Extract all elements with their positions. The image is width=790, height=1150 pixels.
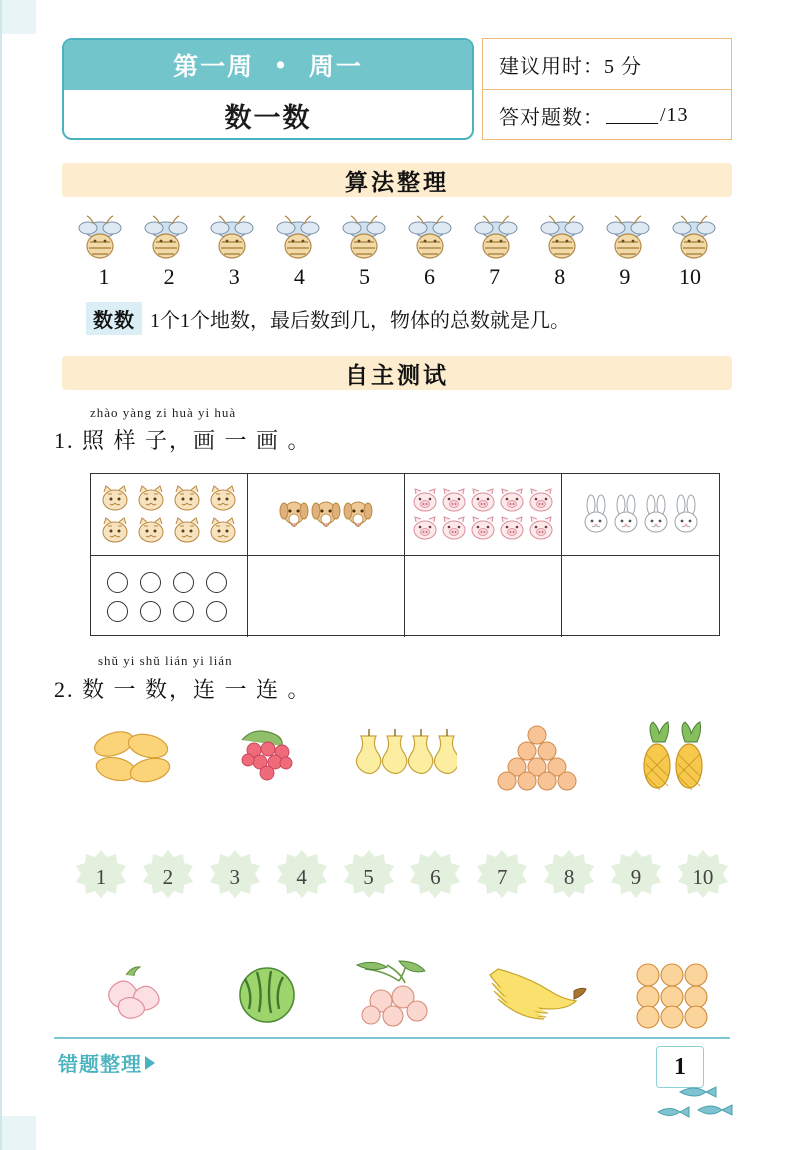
section-bar-method: 算法整理 (62, 163, 732, 197)
pig-icon (499, 488, 526, 514)
dog-icon (311, 497, 341, 533)
bee-icon (206, 214, 258, 264)
separator-dot: • (276, 50, 287, 79)
circle-icon (206, 601, 227, 622)
question-1-pinyin: zhào yàng zi huà yi huà (90, 405, 237, 420)
star-label: 3 (229, 864, 240, 889)
star-label: 8 (563, 864, 575, 889)
fruit-group-pineapple[interactable] (612, 718, 732, 796)
star-number-9[interactable] (607, 848, 665, 906)
pineapple-icon (627, 720, 717, 794)
fruit-group-pear[interactable] (342, 718, 462, 796)
bee-row (74, 208, 720, 264)
header-info-box (482, 38, 732, 140)
fruits-top-row (72, 718, 732, 796)
star-number-1[interactable] (72, 848, 130, 906)
tip-line (86, 303, 716, 333)
rabbit-icon (642, 494, 670, 536)
tiger-icon (170, 516, 204, 546)
star-number-2[interactable] (139, 848, 197, 906)
question-2-body: 数 一 数，连 一 连 。 (82, 677, 312, 702)
dog-icon (279, 497, 309, 533)
left-edge (2, 0, 8, 1150)
rabbit-icon (672, 494, 700, 536)
count-number: 8 (554, 264, 566, 289)
draw-table (90, 473, 720, 636)
pig-icon (499, 516, 526, 542)
fruit-group-mango[interactable] (72, 718, 192, 796)
star-label: 6 (430, 864, 441, 889)
answer-cell-pigs[interactable] (405, 556, 562, 637)
score-label: 答对题数： (499, 106, 604, 129)
question-2-pinyin: shǔ yi shǔ lián yi lián (98, 653, 233, 668)
rabbit-icon (582, 494, 610, 536)
table-cell-pigs (405, 474, 562, 556)
circle-icon (206, 572, 227, 593)
dog-icon (343, 497, 373, 533)
suggested-time: 建议用时：5 分 (483, 39, 731, 90)
circle-icon (173, 572, 194, 593)
pig-icon (528, 488, 555, 514)
week-day-band (64, 40, 472, 90)
pig-icon (441, 488, 468, 514)
pig-icon (441, 516, 468, 542)
count-number: 3 (228, 264, 240, 289)
raspberry-icon (222, 722, 312, 792)
count-number: 10 (678, 264, 701, 289)
footer-divider (54, 1037, 730, 1039)
pig-icon (470, 516, 497, 542)
star-number-5[interactable] (340, 848, 398, 906)
star-number-7[interactable] (473, 848, 531, 906)
star-label: 7 (497, 864, 508, 889)
bee-icon (272, 214, 324, 264)
tiger-group (91, 474, 247, 555)
score-row (483, 90, 731, 140)
day-label: 周一 (308, 53, 363, 81)
table-cell-dogs (248, 474, 405, 556)
bee-icon (140, 214, 192, 264)
tiger-icon (134, 484, 168, 514)
fruit-group-watermelon[interactable] (207, 955, 327, 1033)
star-number-row (72, 846, 732, 908)
bee-icon (668, 214, 720, 264)
table-cell-rabbits (562, 474, 719, 556)
star-number-6[interactable] (406, 848, 464, 906)
count-number: 7 (489, 264, 501, 289)
count-number: 4 (293, 264, 305, 289)
count-number: 6 (424, 264, 436, 289)
section-bar-test: 自主测试 (62, 356, 732, 390)
fruit-group-cherry[interactable] (342, 955, 462, 1033)
corner-decoration-top-left (2, 0, 36, 34)
fruit-group-orange[interactable] (612, 955, 732, 1033)
tiger-icon (170, 484, 204, 514)
circle-group (91, 556, 247, 637)
tiger-icon (98, 516, 132, 546)
circle-icon (140, 601, 161, 622)
counting-numbers-row (74, 262, 720, 292)
page-number-box: 1 (656, 1046, 704, 1088)
pig-icon (412, 516, 439, 542)
answer-cell-dogs[interactable] (248, 556, 405, 637)
fruit-group-banana[interactable] (477, 955, 597, 1033)
star-label: 1 (95, 864, 107, 889)
bee-icon (536, 214, 588, 264)
tiger-icon (206, 516, 240, 546)
watermelon-icon (227, 959, 307, 1029)
table-cell-tigers (91, 474, 248, 556)
question-1-number: 1. (54, 428, 75, 453)
rabbit-group (562, 474, 719, 555)
tiger-icon (98, 484, 132, 514)
tiger-icon (206, 484, 240, 514)
score-blank[interactable] (606, 107, 658, 124)
rabbit-icon (612, 494, 640, 536)
circle-icon (107, 572, 128, 593)
bee-icon (404, 214, 456, 264)
pig-icon (412, 488, 439, 514)
pear-icon (347, 722, 457, 792)
header (62, 38, 732, 140)
star-number-10[interactable] (674, 848, 732, 906)
star-label: 4 (296, 864, 307, 889)
bee-icon (74, 214, 126, 264)
tip-text: 1个1个地数，最后数到几，物体的总数就是几。 (150, 309, 570, 332)
bee-icon (602, 214, 654, 264)
score-total: /13 (660, 103, 689, 126)
count-number: 2 (163, 264, 175, 289)
fruit-group-peach[interactable] (72, 955, 192, 1033)
star-label: 9 (630, 864, 642, 889)
star-number-4[interactable] (273, 848, 331, 906)
star-label: 2 (162, 864, 174, 889)
circle-icon (107, 601, 128, 622)
pig-icon (470, 488, 497, 514)
corner-decoration-bottom-left (2, 1116, 36, 1150)
bee-icon (470, 214, 522, 264)
peach-pile-icon (487, 721, 587, 793)
peach-icon (82, 961, 182, 1027)
question-1-text (54, 424, 312, 455)
star-label: 10 (692, 864, 714, 889)
count-number: 9 (619, 264, 631, 289)
pig-icon (528, 516, 555, 542)
table-cell-circles (91, 556, 248, 637)
answer-cell-rabbits[interactable] (562, 556, 719, 637)
question-1-body: 照 样 子，画 一 画 。 (82, 428, 312, 453)
week-label: 第一周 (173, 53, 255, 81)
star-number-8[interactable] (540, 848, 598, 906)
orange-icon (622, 959, 722, 1029)
fish-icon (650, 1082, 740, 1124)
tiger-icon (134, 516, 168, 546)
footer-label-text: 错题整理 (58, 1054, 142, 1076)
count-number: 1 (98, 264, 110, 289)
bee-icon (338, 214, 390, 264)
circle-icon (173, 601, 194, 622)
pig-group (405, 474, 561, 555)
count-number: 5 (358, 264, 370, 289)
star-label: 5 (363, 864, 374, 889)
tip-tag: 数数 (86, 302, 142, 335)
dog-group (248, 474, 404, 555)
star-number-3[interactable] (206, 848, 264, 906)
fruit-group-peach-pile[interactable] (477, 718, 597, 796)
fruits-bottom-row (72, 955, 732, 1033)
header-title-box (62, 38, 474, 140)
triangle-right-icon (145, 1056, 155, 1070)
circle-icon (140, 572, 161, 593)
fruit-group-raspberry[interactable] (207, 718, 327, 796)
footer-label[interactable] (58, 1048, 155, 1077)
page-title: 数一数 (224, 102, 312, 133)
cherry-icon (347, 959, 457, 1029)
mango-icon (82, 724, 182, 790)
banana-icon (482, 961, 592, 1027)
question-2-number: 2. (54, 677, 75, 702)
question-2-text (54, 673, 312, 704)
